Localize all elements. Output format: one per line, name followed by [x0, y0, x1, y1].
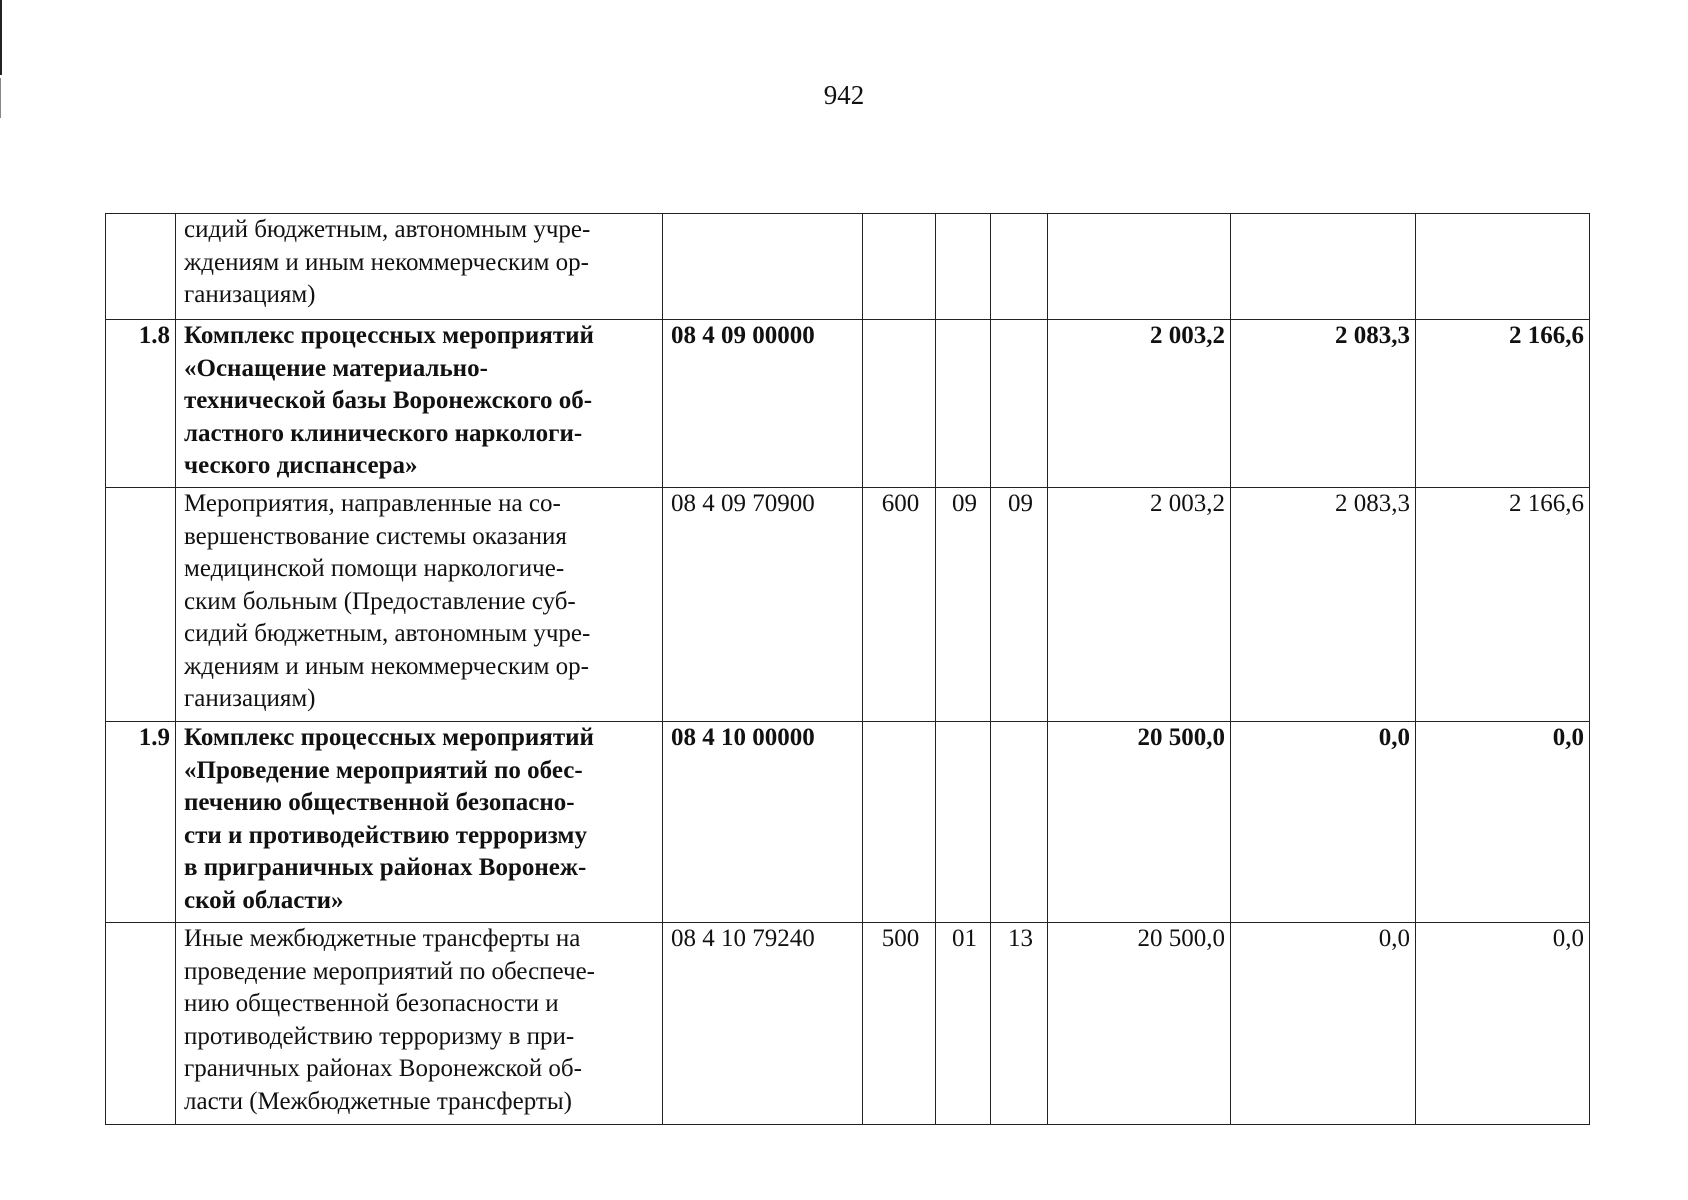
row-expense-type: 600 [863, 488, 936, 722]
description-line: «Оснащение материально- [184, 354, 488, 382]
description-line: сидий бюджетным, автономным учре- [184, 216, 591, 243]
description-line: нию общественной безопасности и [184, 990, 559, 1017]
description-line: граничных районах Воронежской об- [184, 1055, 582, 1082]
row-amount-year-2: 0,0 [1231, 722, 1416, 923]
row-subsection: 13 [991, 923, 1048, 1125]
row-amount-year-3: 2 166,6 [1416, 488, 1590, 722]
row-description [176, 214, 663, 320]
row-section: 09 [936, 488, 991, 722]
description-line: ганизациям) [184, 685, 316, 712]
description-line: Комплекс процессных мероприятий [184, 322, 594, 349]
row-description [176, 488, 663, 722]
row-target-code: 08 4 10 00000 [663, 722, 863, 923]
row-amount-year-2: 2 083,3 [1231, 488, 1416, 722]
description-line: сти и противодействию терроризму [184, 821, 587, 849]
table-row [106, 722, 1590, 923]
description-line: ласти (Межбюджетные трансферты) [184, 1087, 572, 1115]
description-line: ганизациям) [184, 281, 316, 308]
row-description [176, 320, 663, 488]
row-section [936, 320, 991, 488]
row-amount-year-3 [1416, 214, 1590, 320]
row-amount-year-1: 2 003,2 [1048, 320, 1231, 488]
description-line: противодействию терроризму в при- [184, 1022, 575, 1050]
row-subsection [991, 722, 1048, 923]
row-subsection [991, 214, 1048, 320]
row-amount-year-1 [1048, 214, 1231, 320]
description-line: Комплекс процессных мероприятий [184, 724, 594, 751]
table-row [106, 488, 1590, 722]
row-number: 1.8 [106, 320, 176, 488]
row-expense-type: 500 [863, 923, 936, 1125]
row-subsection: 09 [991, 488, 1048, 722]
row-description [176, 923, 663, 1125]
description-line: сидий бюджетным, автономным учре- [184, 620, 591, 647]
description-line: медицинской помощи наркологиче- [184, 555, 565, 582]
table-row [106, 923, 1590, 1125]
description-line: в приграничных районах Воронеж- [184, 854, 587, 881]
description-line: печению общественной безопасно- [184, 789, 575, 816]
description-line: проведение мероприятий по обеспече- [184, 957, 596, 985]
description-line: ждениям и иным некоммерческим ор- [184, 248, 589, 276]
row-target-code: 08 4 10 79240 [663, 923, 863, 1125]
row-number: 1.9 [106, 722, 176, 923]
description-line: «Проведение мероприятий по обес- [184, 756, 583, 784]
row-amount-year-3: 2 166,6 [1416, 320, 1590, 488]
description-line: ждениям и иным некоммерческим ор- [184, 652, 589, 680]
row-target-code: 08 4 09 70900 [663, 488, 863, 722]
description-line: технической базы Воронежского об- [184, 387, 593, 414]
row-number [106, 214, 176, 320]
page-number: 942 [823, 80, 865, 110]
row-number [106, 488, 176, 722]
scan-edge-mark [0, 0, 2, 75]
row-target-code: 08 4 09 00000 [663, 320, 863, 488]
description-line: ластного клинического наркологи- [184, 419, 583, 447]
description-line: ским больным (Предоставление суб- [184, 587, 576, 615]
row-amount-year-2: 2 083,3 [1231, 320, 1416, 488]
row-target-code [663, 214, 863, 320]
row-amount-year-1: 2 003,2 [1048, 488, 1231, 722]
row-amount-year-1: 20 500,0 [1048, 722, 1231, 923]
row-expense-type [863, 320, 936, 488]
row-amount-year-3: 0,0 [1416, 923, 1590, 1125]
table-row [106, 214, 1590, 320]
row-amount-year-1: 20 500,0 [1048, 923, 1231, 1125]
row-section: 01 [936, 923, 991, 1125]
row-amount-year-2: 0,0 [1231, 923, 1416, 1125]
row-amount-year-3: 0,0 [1416, 722, 1590, 923]
description-line: вершенствование системы оказания [184, 522, 567, 550]
description-line: ской области» [184, 886, 344, 914]
row-section [936, 214, 991, 320]
budget-table [105, 213, 1590, 1125]
row-expense-type [863, 722, 936, 923]
table-row [106, 320, 1590, 488]
description-line: Иные межбюджетные трансферты на [184, 925, 581, 952]
row-amount-year-2 [1231, 214, 1416, 320]
row-section [936, 722, 991, 923]
row-number [106, 923, 176, 1125]
description-line: ческого диспансера» [184, 452, 418, 479]
row-subsection [991, 320, 1048, 488]
description-line: Мероприятия, направленные на со- [184, 490, 561, 517]
table-body [106, 214, 1590, 1125]
row-expense-type [863, 214, 936, 320]
row-description [176, 722, 663, 923]
